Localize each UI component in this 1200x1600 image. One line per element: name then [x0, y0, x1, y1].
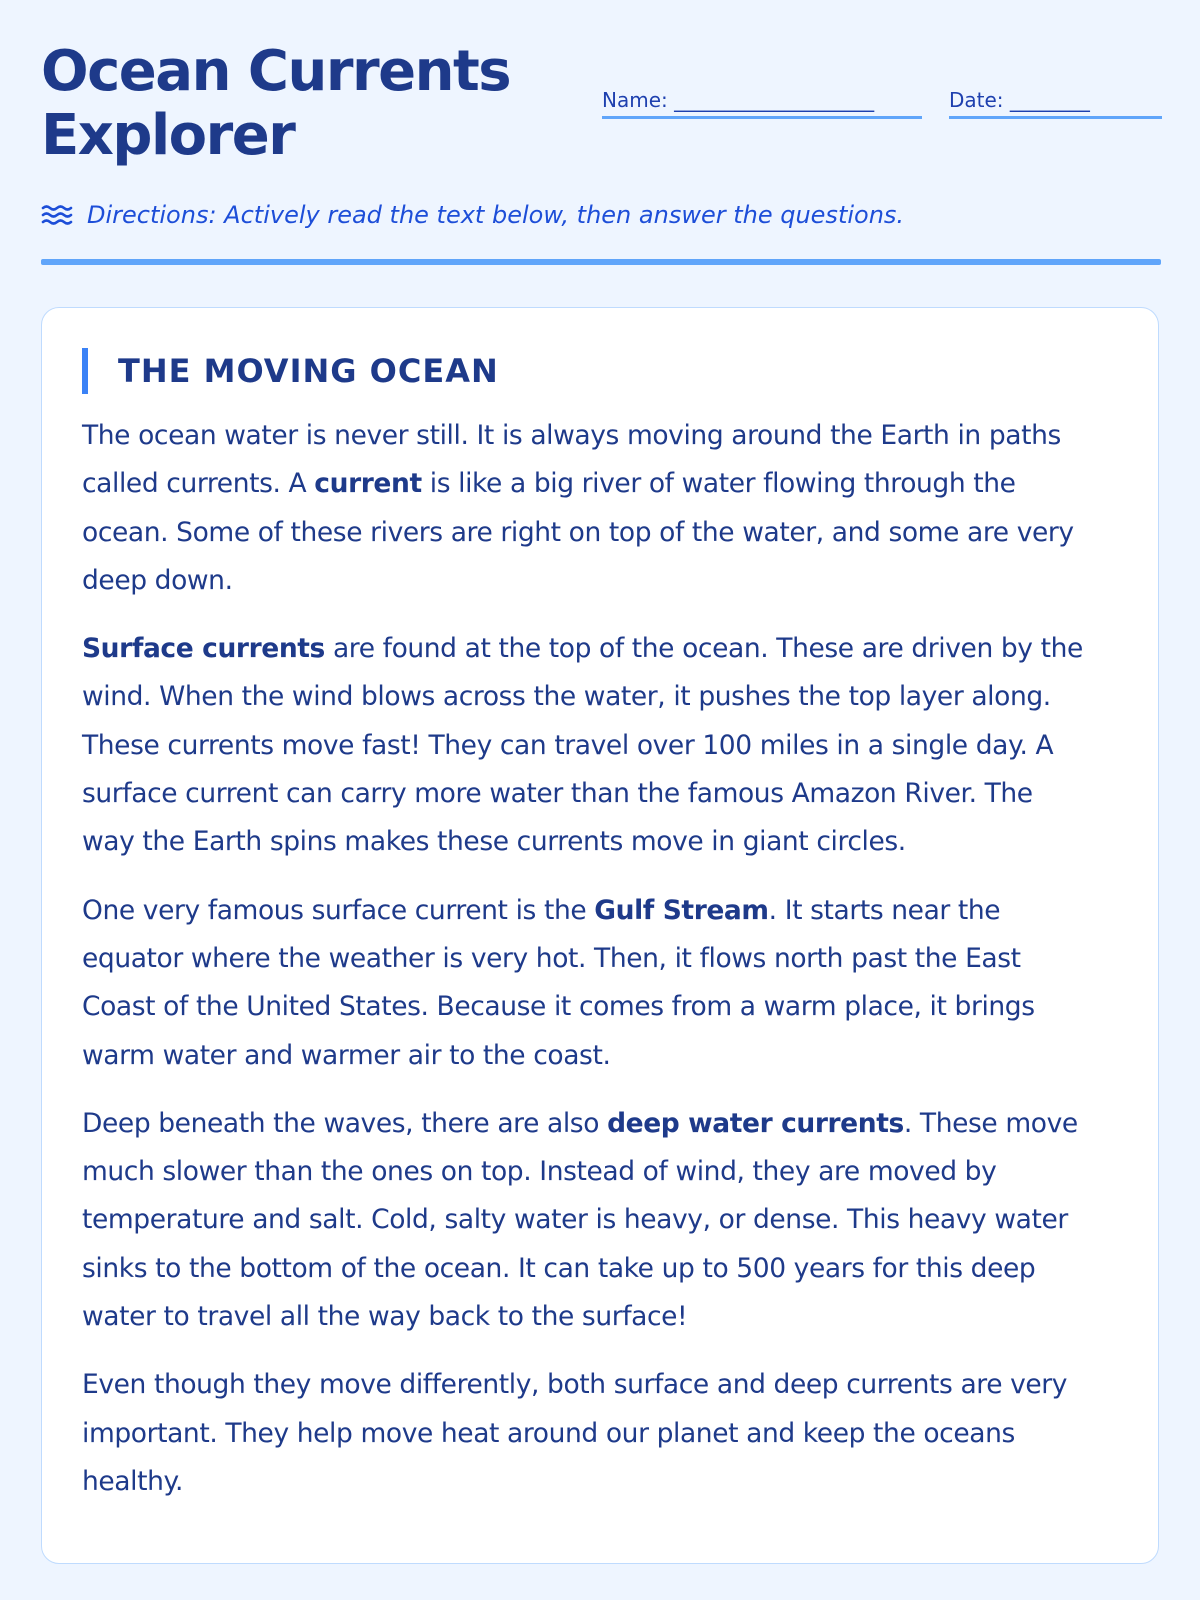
paragraph-4-text-c: . These move much slower than the ones on top. Instead of wind, they are moved by temperature and salt. Cold, salty water is heavy, or dense. This heavy water sinks to the bottom of the ocean. It can take up to 500 years for this deep water to travel all the way back to the surface!	[82, 1107, 1078, 1333]
paragraph-3-text-a: One very famous surface current is the	[82, 894, 595, 926]
reading-passage-card	[41, 307, 1159, 1564]
term-current: current	[314, 468, 422, 500]
student-fields	[602, 88, 1162, 119]
date-field[interactable]: Date: ________	[949, 88, 1162, 119]
term-gulf-stream: Gulf Stream	[594, 894, 769, 926]
page-title	[41, 40, 581, 168]
header-divider	[41, 259, 1161, 265]
title-line-2: Explorer	[41, 103, 295, 168]
paragraph-1-text-c: is like a big river of water flowing through the ocean. Some of these rivers are right on top of the water, and some are very deep down.	[82, 468, 1074, 596]
directions	[41, 201, 904, 229]
paragraph-5: Even though they move differently, both surface and deep currents are very important. They help move heat around our planet and keep the oceans healthy.	[82, 1369, 1068, 1497]
paragraph-4-text-a: Deep beneath the waves, there are also	[82, 1107, 608, 1139]
worksheet-page	[41, 39, 1161, 1497]
paragraph-2	[82, 625, 1092, 866]
worksheet-header	[41, 40, 1161, 170]
paragraph-2-text-c: are found at the top of the ocean. These are driven by the wind. When the wind blows across the water, it pushes the top layer along. These currents move fast! They can travel over 100 miles in a single day. A surface current can carry more water than the famous Amazon River. The way the Earth spins makes these currents move in giant circles.	[82, 633, 1083, 858]
name-field[interactable]: Name: ____________________	[602, 88, 922, 119]
waves-icon	[41, 203, 73, 227]
section-heading: THE MOVING OCEAN	[82, 348, 499, 394]
term-deep-water-currents: deep water currents	[607, 1107, 904, 1139]
term-surface-currents: Surface currents	[82, 633, 325, 665]
paragraph-1-text-a: The ocean water is never still. It is always moving around the Earth in paths called currents. A	[82, 420, 1061, 500]
paragraph-4	[82, 1100, 1092, 1341]
paragraph-3-text-c: . It starts near the equator where the weather is very hot. Then, it flows north past the East Coast of the United States. Because it comes from a warm place, it brings warm water and warmer air to the coast.	[82, 894, 1035, 1071]
paragraph-1	[82, 412, 1092, 605]
title-line-1: Ocean Currents	[41, 39, 511, 104]
directions-text: Directions: Actively read the text below, then answer the questions.	[87, 201, 905, 229]
paragraph-3	[82, 887, 1092, 1080]
passage-body	[82, 412, 1092, 1526]
